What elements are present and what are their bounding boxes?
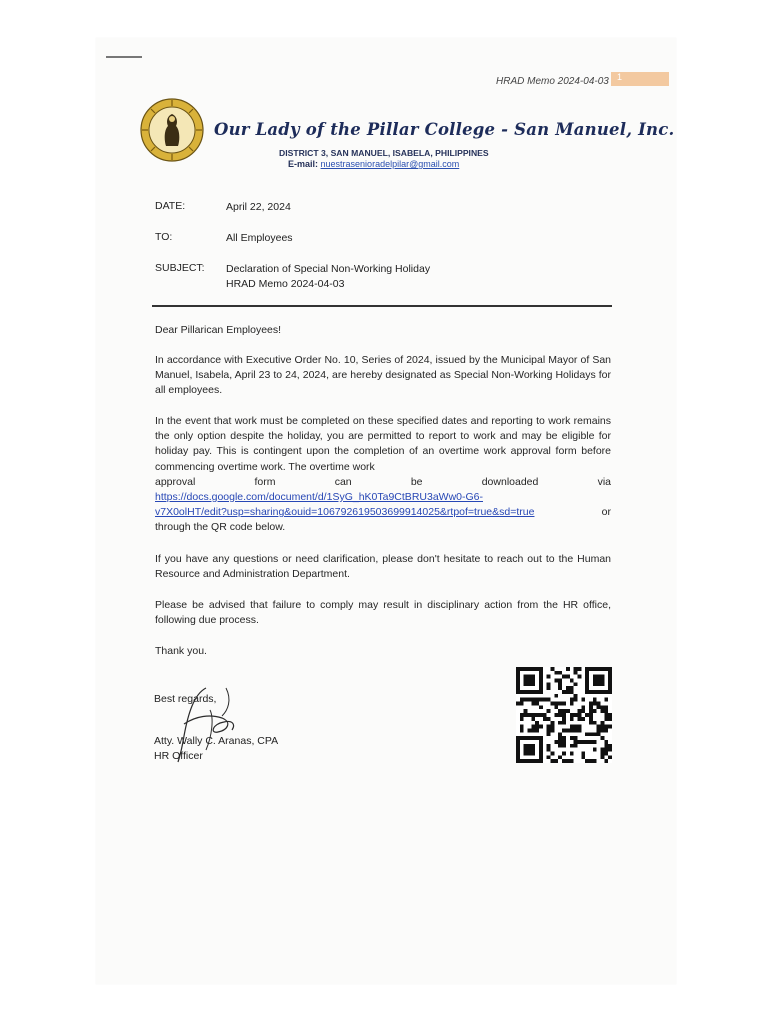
spread-word: downloaded <box>481 475 539 488</box>
form-link-line-2[interactable]: v7X0olHT/edit?usp=sharing&ouid=106792619503699914025&rtpof=true&sd=true <box>155 506 535 519</box>
subject-label: SUBJECT: <box>155 262 205 274</box>
closing-regards: Best regards, <box>154 693 217 705</box>
email-label: E-mail: <box>288 159 319 169</box>
college-name: Our Lady of the Pillar College - San Manuel, Inc. <box>214 120 675 139</box>
college-email-line <box>288 159 459 169</box>
signatory-title: HR Officer <box>154 750 203 762</box>
date-value: April 22, 2024 <box>226 201 291 213</box>
download-via-line <box>155 475 611 490</box>
form-link-line-1[interactable]: https://docs.google.com/document/d/1SyG_hK0Ta9CtBRU3aWw0-G6- <box>155 491 483 504</box>
header-divider <box>152 305 612 307</box>
spread-word: can <box>334 475 352 488</box>
paragraph-overtime <box>155 414 611 536</box>
to-label: TO: <box>155 231 173 243</box>
thank-you-text: Thank you. <box>155 645 207 657</box>
salutation: Dear Pillarican Employees! <box>155 324 282 336</box>
to-value: All Employees <box>226 232 293 244</box>
memo-reference-header: HRAD Memo 2024-04-03 <box>496 76 609 87</box>
scan-mark <box>106 56 142 58</box>
college-email-link[interactable]: nuestrasenioradelpilar@gmail.com <box>320 159 460 169</box>
paragraph-questions: If you have any questions or need clarification, please don't hesitate to reach out to the Human Resource and Administration Department. <box>155 553 611 581</box>
form-link-row <box>155 505 611 520</box>
paragraph-compliance: Please be advised that failure to comply may result in disciplinary action from the HR office, following due process. <box>155 599 611 627</box>
subject-line-2: HRAD Memo 2024-04-03 <box>226 278 345 290</box>
college-address: DISTRICT 3, SAN MANUEL, ISABELA, PHILIPPINES <box>279 148 489 158</box>
page-tab-number: 1 <box>617 72 623 82</box>
link-or-text: or <box>601 506 611 519</box>
handwritten-signature <box>166 684 246 764</box>
signatory-name: Atty. Wally C. Aranas, CPA <box>154 735 279 747</box>
qr-reference-text: through the QR code below. <box>155 521 286 534</box>
spread-word: approval <box>155 475 196 488</box>
paragraph-overtime-text: In the event that work must be completed on these specified dates and reporting to work remains the only option despite the holiday, you are permitted to report to work and may be eligible for holiday pay. This is contingent upon the completion of an overtime work approval form before commencing overtime work. The overtime work <box>155 415 611 473</box>
memo-page <box>96 38 676 984</box>
qr-code[interactable] <box>516 666 612 764</box>
paragraph-holiday-declaration: In accordance with Executive Order No. 10, Series of 2024, issued by the Municipal Mayor of San Manuel, Isabela, April 23 to 24, 2024, are hereby designated as Special Non-Working Holidays for all employees. <box>155 354 611 397</box>
date-label: DATE: <box>155 200 186 212</box>
college-seal-logo <box>140 98 204 162</box>
subject-line-1: Declaration of Special Non-Working Holiday <box>226 263 431 275</box>
spread-word: form <box>254 475 276 488</box>
page-tab-marker <box>611 72 669 86</box>
spread-word: be <box>410 475 423 488</box>
spread-word: via <box>597 475 611 488</box>
